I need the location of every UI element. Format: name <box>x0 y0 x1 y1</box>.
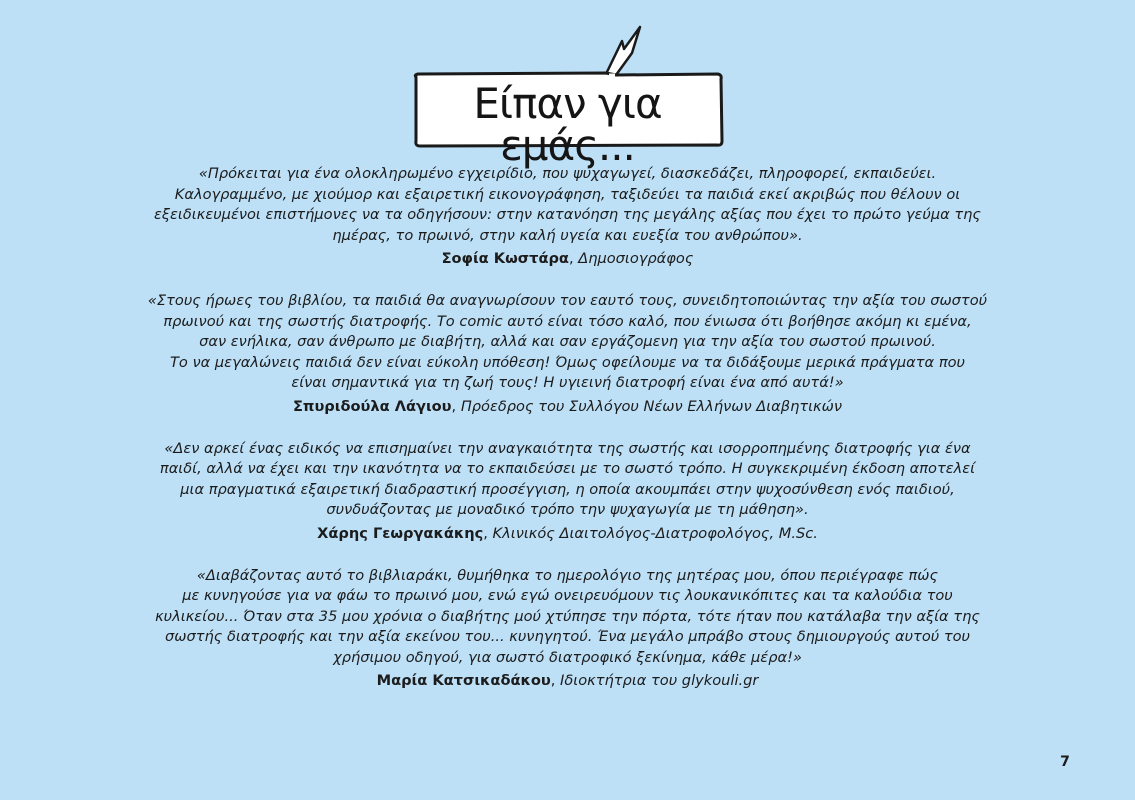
quote-line: Καλογραμμένο, με χιούμορ και εξαιρετική εικονογράφηση, ταξιδεύει τα παιδιά εκεί ακριβώς που θέλουν οι <box>174 185 961 203</box>
attribution <box>140 249 995 269</box>
page-title: Είπαν για εμάς... <box>473 79 662 170</box>
quote-line: σωστής διατροφής και την αξία εκείνου του... κυνηγητού. Ένα μεγάλο μπράβο στους δημιουργούς αυτού του <box>164 628 970 645</box>
author-role: Δημοσιογράφος <box>578 250 694 267</box>
author-name: Σπυριδούλα Λάγιου <box>292 397 452 415</box>
author-role: Ιδιοκτήτρια του glykouli.gr <box>560 672 759 689</box>
quote-line: μια πραγματικά εξαιρετική διαδραστική προσέγγιση, η οποία ακουμπάει στην ψυχοσύνθεση ενός παιδιού, <box>180 480 955 498</box>
quote-line: ημέρας, το πρωινό, στην καλή υγεία και ευεξία του ανθρώπου». <box>332 226 803 244</box>
quote-line: συνδυάζοντας με μοναδικό τρόπο την ψυχαγωγία με τη μάθηση». <box>326 501 809 518</box>
attribution-separator: , <box>483 524 493 542</box>
testimonial <box>140 439 995 544</box>
author-name: Σοφία Κωστάρα <box>441 250 569 267</box>
testimonial <box>140 164 995 269</box>
quote-line: «Στους ήρωες του βιβλίου, τα παιδιά θα αναγνωρίσουν τον εαυτό τους, συνειδητοποιώντας την αξία του σωστού <box>147 292 988 309</box>
title-speech-bubble <box>410 25 725 170</box>
quote-line: είναι σημαντικά για τη ζωή τους! Η υγιεινή διατροφή είναι ένα από αυτά!» <box>291 374 844 391</box>
page-number: 7 <box>1060 754 1070 770</box>
quote-line: πρωινού και της σωστής διατροφής. Το comic αυτό είναι τόσο καλό, που ένιωσα ότι βοήθησε ακόμη κι εμένα, <box>163 312 972 330</box>
author-name: Μαρία Κατσικαδάκου <box>376 672 551 689</box>
author-role: Κλινικός Διαιτολόγος-Διατροφολόγος, M.Sc. <box>492 524 818 542</box>
quote-line: χρήσιμου οδηγού, για σωστό διατροφικό ξεκίνημα, κάθε μέρα!» <box>333 648 802 666</box>
author-name: Χάρης Γεωργακάκης <box>317 524 484 542</box>
quote-line: «Διαβάζοντας αυτό το βιβλιαράκι, θυμήθηκα το ημερολόγιο της μητέρας μου, όπου περιέγραφε πώς <box>196 566 939 584</box>
author-role: Πρόεδρος του Συλλόγου Νέων Ελλήνων Διαβητικών <box>460 397 843 415</box>
quote-line: «Πρόκειται για ένα ολοκληρωμένο εγχειρίδιο, που ψυχαγωγεί, διασκεδάζει, πληροφορεί, εκπαιδεύει. <box>198 165 937 182</box>
quote-line: σαν ενήλικα, σαν άνθρωπο με διαβήτη, αλλά και σαν εργάζομενη για την αξία του σωστού πρωινού. <box>199 333 936 350</box>
testimonial <box>140 291 995 417</box>
testimonials-list <box>140 164 995 713</box>
attribution <box>140 524 995 544</box>
quote-line: παιδί, αλλά να έχει και την ικανότητα να το εκπαιδεύσει με το σωστό τρόπο. Η συγκεκριμένη έκδοση αποτελεί <box>159 460 976 477</box>
attribution-separator: , <box>568 250 579 267</box>
attribution <box>140 671 995 691</box>
quote-line: «Δεν αρκεί ένας ειδικός να επισημαίνει την αναγκαιότητα της σωστής και ισορροπημένης διατροφής για ένα <box>164 439 971 457</box>
quote-line: εξειδικευμένοι επιστήμονες να τα οδηγήσουν: στην κατανόηση της μεγάλης αξίας που έχει το πρώτο γεύμα της <box>154 206 981 223</box>
quote-line: Το να μεγαλώνεις παιδιά δεν είναι εύκολη υπόθεση! Όμως οφείλουμε να τα διδάξουμε μερικά πράγματα που <box>170 353 965 371</box>
attribution <box>140 397 995 417</box>
testimonial <box>140 566 995 692</box>
quote-line: κυλικείου... Όταν στα 35 μου χρόνια ο διαβήτης μού χτύπησε την πόρτα, τότε ήταν που κατάλαβα την αξία της <box>155 607 980 625</box>
attribution-separator: , <box>550 672 561 689</box>
attribution-separator: , <box>451 397 461 415</box>
quote-line: με κυνηγούσε για να φάω το πρωινό μου, ενώ εγώ ονειρευόμουν τις λουκανικόπιτες και τα καλούδια του <box>182 587 953 604</box>
